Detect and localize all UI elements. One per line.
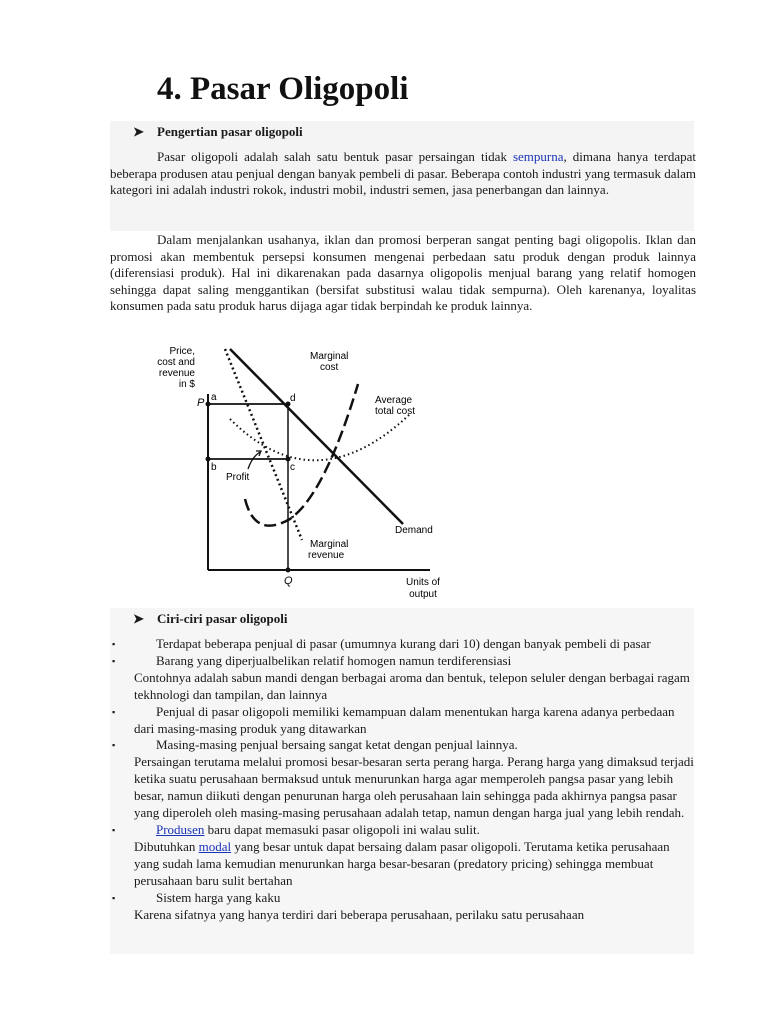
list-item-text: Sistem harga yang kaku [156, 889, 281, 905]
y-axis-label-line: cost and [157, 357, 195, 368]
paragraph-text: , dimana hanya terdapat beberapa produsen atau penjual dengan banyak pembeli di pasar. Beberapa contoh industri yang termasuk dalam kategori ini adalah industri rokok, industri mobil, industri semen, jasa penerbangan dan lainnya. [110, 149, 696, 197]
label-d: d [290, 393, 296, 404]
label-b: b [211, 462, 217, 473]
demand-label: Demand [395, 525, 433, 536]
square-bullet-icon: ▪ [112, 639, 116, 649]
list-item-detail-text: Dibutuhkan [134, 838, 199, 854]
y-axis-label-line: Price, [169, 346, 195, 357]
label-p: P [197, 397, 205, 409]
y-axis-label-line: revenue [158, 368, 195, 379]
list-item-text: Penjual di pasar oligopoli memiliki kemampuan dalam menentukan harga karena adanya perbedaan dari masing-masing produk yang ditawarkan [134, 703, 675, 736]
list-item [110, 737, 696, 822]
point-q [286, 568, 291, 573]
page-title: 4. Pasar Oligopoli [157, 71, 409, 107]
link-modal[interactable]: modal [198, 838, 232, 854]
square-bullet-icon: ▪ [112, 655, 116, 666]
average-total-cost-label: Average [375, 395, 413, 406]
section-heading-text: Pengertian pasar oligopoli [157, 124, 303, 139]
list-item-text: Masing-masing penjual bersaing sangat ketat dengan penjual lainnya. [156, 737, 518, 753]
label-c: c [290, 462, 295, 473]
list-item-detail: Karena sifatnya yang hanya terdiri dari beberapa perusahaan, perilaku satu perusahaan [134, 906, 585, 922]
marginal-revenue-label: revenue [308, 550, 345, 561]
square-bullet-icon: ▪ [112, 892, 116, 903]
list-item [110, 653, 696, 704]
point-c [286, 457, 291, 462]
section-heading [133, 611, 287, 627]
list-item [110, 822, 696, 890]
marginal-cost-label: cost [320, 362, 339, 373]
list-item-text: baru dapat memasuki pasar oligopoli ini walau sulit. [204, 821, 480, 837]
list-item-detail: Contohnya adalah sabun mandi dengan berbagai aroma dan bentuk, telepon seluler dengan berbagai ragam tekhnologi dan tampilan, dan lainnya [134, 669, 690, 702]
marginal-revenue-label: Marginal [310, 539, 349, 550]
marginal-cost-label: Marginal [310, 351, 349, 362]
point-p [206, 402, 211, 407]
average-total-cost-label: total cost [375, 406, 416, 417]
arrow-bullet-icon: ➤ [133, 611, 144, 626]
square-bullet-icon: ▪ [112, 740, 116, 751]
profit-label: Profit [226, 472, 250, 483]
section-heading-text: Ciri-ciri pasar oligopoli [157, 611, 288, 626]
profit-area [209, 405, 287, 458]
list-item-detail: Persaingan terutama melalui promosi besar-besaran serta perang harga. Perang harga yang dimaksud terjadi ketika suatu perusahaan bermaksud untuk menurunkan harga agar memperoleh pangsa pasar yang lebih besar, namun diikuti dengan penurunan harga oleh perusahaan lain sehingga pada akhirnya pangsa pasar yang diperoleh oleh masing-masing perusahaan adalah tetap, namun dengan harga jual yang lebih rendah. [134, 754, 694, 821]
paragraph [110, 149, 696, 199]
x-axis-label-line: Units of [406, 577, 440, 588]
section-heading [133, 124, 303, 140]
list-item-text: Barang yang diperjualbelikan relatif homogen namun terdiferensiasi [156, 652, 512, 668]
list-item-detail-text: yang besar untuk dapat bersaing dalam pasar oligopoli. Terutama ketika perusahaan yang sudah lama kemudian menurunkan harga besar-besaran (predatory pricing) sehingga membuat perusahaan baru sulit bertahan [134, 838, 670, 888]
list-item [110, 704, 696, 738]
characteristics-list [110, 636, 696, 923]
list-item-text: Terdapat beberapa penjual di pasar (umumnya kurang dari 10) dengan banyak pembeli di pasar [156, 636, 651, 651]
square-bullet-icon: ▪ [112, 824, 116, 835]
link-produsen[interactable]: Produsen [156, 821, 205, 837]
x-axis-label-line: output [409, 589, 437, 600]
link-sempurna[interactable]: sempurna [512, 149, 564, 164]
oligopoly-chart [140, 344, 450, 602]
square-bullet-icon: ▪ [112, 706, 116, 717]
paragraph-text: Pasar oligopoli adalah salah satu bentuk pasar persaingan tidak [157, 149, 513, 164]
point-b [206, 457, 211, 462]
label-q: Q [284, 575, 293, 587]
paragraph-text: Dalam menjalankan usahanya, iklan dan promosi berperan sangat penting bagi oligopolis. Iklan dan promosi akan membentuk persepsi konsumen mengenai perbedaan satu produk dengan produk lainnya (diferensiasi produk). Hal ini dikarenakan pada dasarnya oligopolis menjual barang yang relatif homogen sehingga dapat saling menggantikan (bersifat substitusi walau tidak sempurna). Oleh karenanya, loyalitas konsumen pada satu produk harus dijaga agar tidak berpindah ke produk lainnya. [110, 232, 696, 313]
paragraph [110, 232, 696, 315]
list-item [110, 890, 696, 924]
y-axis-label-line: in $ [178, 379, 195, 390]
label-a: a [211, 392, 217, 403]
list-item-detail [134, 839, 696, 890]
arrow-bullet-icon: ➤ [133, 124, 144, 139]
list-item [110, 636, 696, 653]
